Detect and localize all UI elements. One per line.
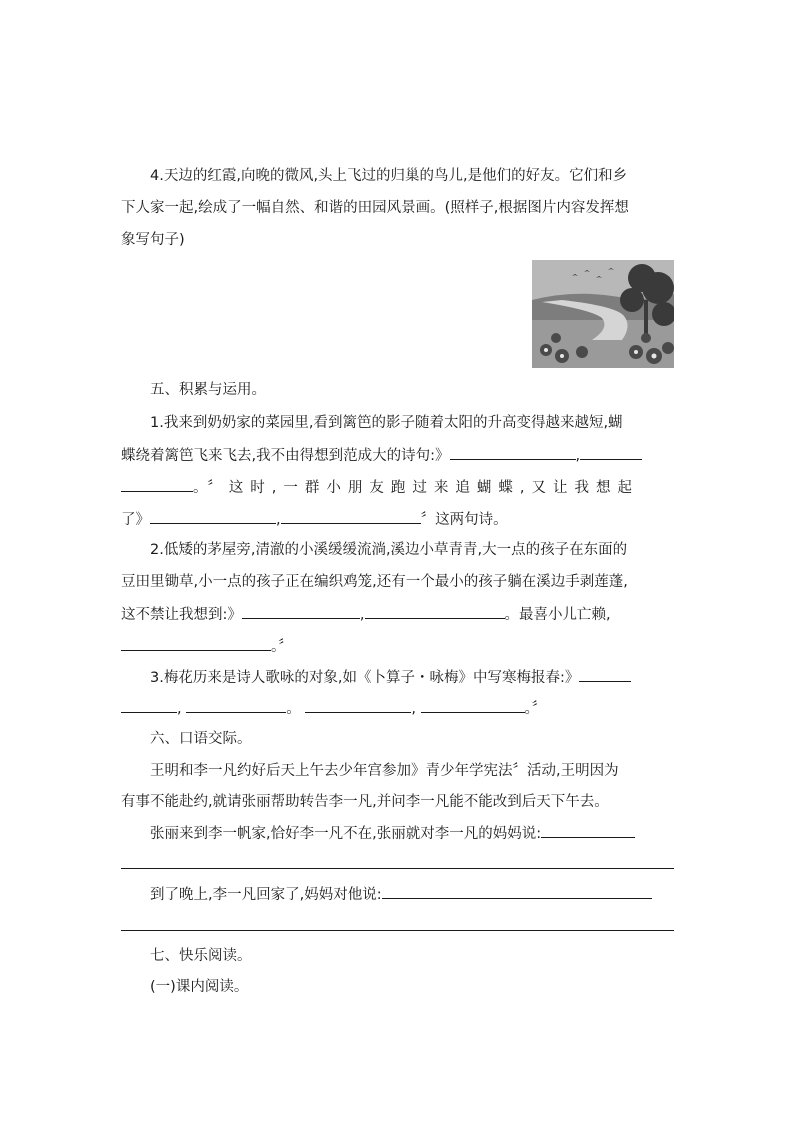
answer-line[interactable] — [121, 930, 674, 931]
s5-q3-end: 。〞 — [524, 701, 547, 717]
s6-question-b-text: 到了晚上,李一凡回家了,妈妈对他说: — [150, 887, 382, 903]
s5-q1-line1: 1.我来到奶奶家的菜园里,看到篱笆的影子随着太阳的升高变得越来越短,蝴 — [150, 415, 623, 431]
s6-question-b — [150, 884, 652, 905]
s5-q3-line1 — [150, 667, 631, 688]
s5-q2-line4-end: 。〞 — [271, 639, 293, 655]
answer-blank[interactable] — [242, 604, 360, 619]
s5-q2-line3-end: 。最喜小儿亡赖, — [504, 607, 611, 623]
answer-blank[interactable] — [421, 698, 525, 713]
q4-line3: 象写句子) — [121, 232, 185, 248]
q4-line2: 下人家一起,绘成了一幅自然、和谐的田园风景画。(照样子,根据图片内容发挥想 — [121, 200, 629, 216]
s5-q1-line2 — [121, 445, 642, 466]
s5-q2-line2: 豆田里锄草,小一点的孩子正在编织鸡笼,还有一个最小的孩子躺在溪边手剥莲蓬, — [121, 574, 628, 590]
s5-q2-line4 — [121, 636, 293, 657]
sep: , — [177, 701, 182, 717]
comma: , — [276, 512, 281, 528]
s5-q2-line3 — [121, 604, 611, 625]
s5-q2-line1: 2.低矮的茅屋旁,清澈的小溪缓缓流淌,溪边小草青青,大一点的孩子在东面的 — [150, 542, 628, 558]
answer-blank[interactable] — [365, 604, 505, 619]
s5-q1-line4-text: 了》 — [121, 512, 150, 528]
section7-heading: 七、快乐阅读。 — [150, 948, 252, 964]
q4-line1: 4.天边的红霞,向晚的微风,头上飞过的归巢的鸟儿,是他们的好友。它们和乡 — [150, 168, 628, 184]
s6-question-a-text: 张丽来到李一帆家,恰好李一凡不在,张丽就对李一凡的妈妈说: — [150, 826, 542, 842]
section6-heading: 六、口语交际。 — [150, 731, 252, 747]
answer-blank[interactable] — [121, 698, 177, 713]
s5-q1-line2-text: 蝶绕着篱笆飞来飞去,我不由得想到范成大的诗句:》 — [121, 448, 450, 464]
answer-blank[interactable] — [305, 698, 411, 713]
answer-line[interactable] — [121, 868, 674, 869]
s5-q1-line4-end: 〞这两句诗。 — [420, 512, 508, 528]
answer-blank[interactable] — [121, 477, 193, 492]
answer-blank[interactable] — [580, 445, 642, 460]
answer-blank[interactable] — [121, 636, 271, 651]
answer-blank[interactable] — [541, 823, 635, 838]
s5-q1-line4 — [121, 509, 508, 530]
s5-q1-line3-text: 。〞这时,一群小朋友跑过来追蝴蝶,又让我想起 — [193, 480, 639, 496]
answer-blank[interactable] — [186, 698, 286, 713]
answer-blank[interactable] — [382, 884, 652, 899]
s5-q3-line1-text: 3.梅花历来是诗人歌咏的对象,如《卜算子・咏梅》中写寒梅报春:》 — [150, 670, 580, 686]
sep: , — [411, 701, 416, 717]
section5-heading: 五、积累与运用。 — [150, 382, 266, 398]
answer-blank[interactable] — [450, 445, 576, 460]
countryside-illustration — [532, 260, 674, 368]
s5-q3-line2 — [121, 698, 546, 719]
section7-sub: (一)课内阅读。 — [150, 979, 249, 995]
comma: , — [359, 607, 365, 623]
s6-para2: 有事不能赴约,就请张丽帮助转告李一凡,并问李一凡能不能改到后天下午去。 — [121, 794, 609, 810]
answer-blank[interactable] — [281, 509, 421, 524]
answer-blank[interactable] — [150, 509, 276, 524]
sep: 。 — [286, 701, 301, 717]
s6-para1: 王明和李一凡约好后天上午去少年宫参加》青少年学宪法〞活动,王明因为 — [150, 763, 619, 779]
s5-q2-line3-text: 这不禁让我想到:》 — [121, 607, 242, 623]
answer-blank[interactable] — [579, 667, 631, 682]
s6-question-a — [150, 823, 635, 844]
comma: , — [575, 448, 581, 464]
s5-q1-line3 — [121, 477, 639, 498]
